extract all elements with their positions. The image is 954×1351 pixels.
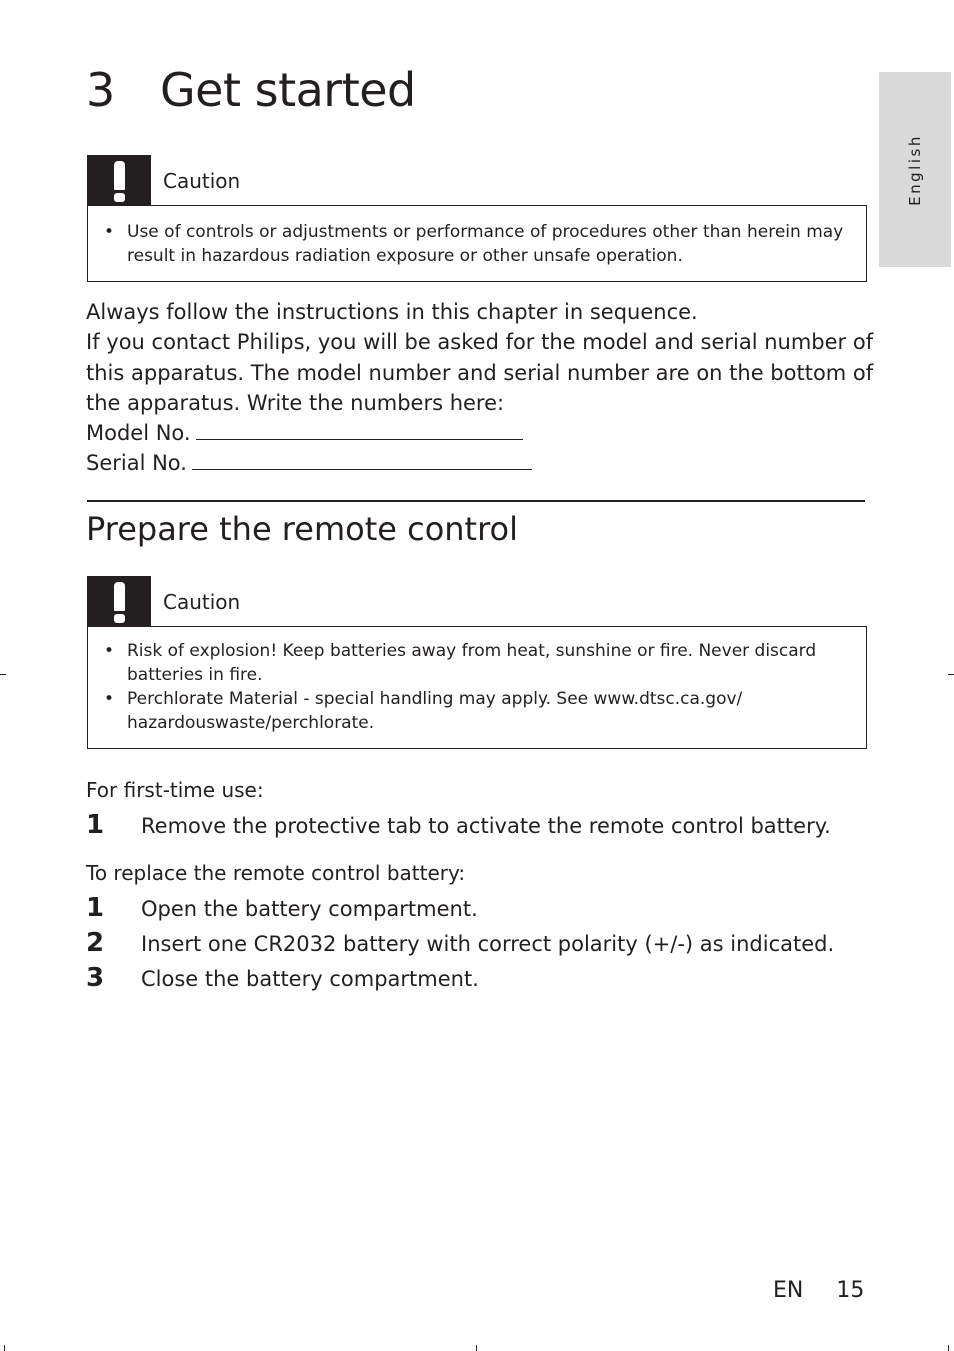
- step-text: Close the battery compartment.: [141, 967, 479, 991]
- section-divider: [87, 500, 865, 502]
- section-title: Prepare the remote control: [86, 510, 519, 548]
- caution-header: [88, 155, 867, 205]
- step-item: [86, 893, 876, 924]
- caution-header: [88, 576, 867, 626]
- step-number: 3: [86, 963, 105, 993]
- first-use-heading: For first-time use:: [86, 778, 264, 802]
- exclamation-icon: [88, 576, 151, 626]
- replace-heading: To replace the remote control battery:: [86, 861, 466, 885]
- page-footer: [773, 1277, 864, 1305]
- exclamation-icon: [88, 155, 151, 205]
- caution-item: • Use of controls or adjustments or performance of procedures other than herein may result in hazardous radiation exposure or other unsafe operation.: [104, 220, 846, 268]
- caution-title: Caution: [163, 169, 241, 193]
- chapter-heading: [86, 62, 416, 118]
- caution-body: [88, 626, 867, 749]
- chapter-title: Get started: [160, 63, 416, 117]
- step-text: Open the battery compartment.: [141, 897, 478, 921]
- serial-number-row: [86, 448, 876, 478]
- caution-item: • Risk of explosion! Keep batteries away from heat, sunshine or fire. Never discard batteries in fire.: [104, 639, 846, 687]
- footer-language: EN: [773, 1278, 804, 1303]
- caution-list: [104, 639, 846, 735]
- caution-box-radiation: [87, 155, 867, 282]
- language-tab-label: English: [906, 134, 924, 206]
- language-tab: [879, 72, 951, 267]
- model-number-label: Model No.: [86, 421, 191, 446]
- caution-body: [88, 205, 867, 282]
- intro-line: Always follow the instructions in this chapter in sequence.: [86, 300, 698, 324]
- model-number-row: [86, 418, 876, 448]
- serial-number-label: Serial No.: [86, 451, 187, 476]
- step-item: [86, 928, 876, 959]
- crop-mark: [0, 674, 6, 675]
- step-number: 2: [86, 928, 105, 958]
- page-number: 15: [836, 1278, 865, 1303]
- step-number: 1: [86, 893, 105, 923]
- intro-paragraph: If you contact Philips, you will be asked for the model and serial number of this apparatus. The model number and serial number are on the bottom of the apparatus. Write the numbers here:: [86, 330, 874, 415]
- crop-mark: [4, 1345, 5, 1351]
- step-text: Remove the protective tab to activate the remote control battery.: [141, 814, 831, 838]
- model-number-blank: [196, 418, 523, 440]
- crop-mark: [948, 674, 954, 675]
- caution-title: Caution: [163, 590, 241, 614]
- chapter-number: 3: [86, 63, 115, 117]
- caution-list: [104, 220, 846, 268]
- crop-mark: [948, 1345, 949, 1351]
- crop-mark: [476, 1345, 477, 1351]
- intro-text: [86, 297, 876, 479]
- step-number: 1: [86, 810, 105, 840]
- step-item: [86, 963, 876, 994]
- serial-number-blank: [192, 448, 532, 470]
- step-text: Insert one CR2032 battery with correct polarity (+/-) as indicated.: [141, 932, 835, 956]
- step-item: [86, 810, 876, 841]
- caution-item: • Perchlorate Material - special handling may apply. See www.dtsc.ca.gov/ hazardouswaste/perchlorate.: [104, 687, 846, 735]
- caution-box-battery: [87, 576, 867, 749]
